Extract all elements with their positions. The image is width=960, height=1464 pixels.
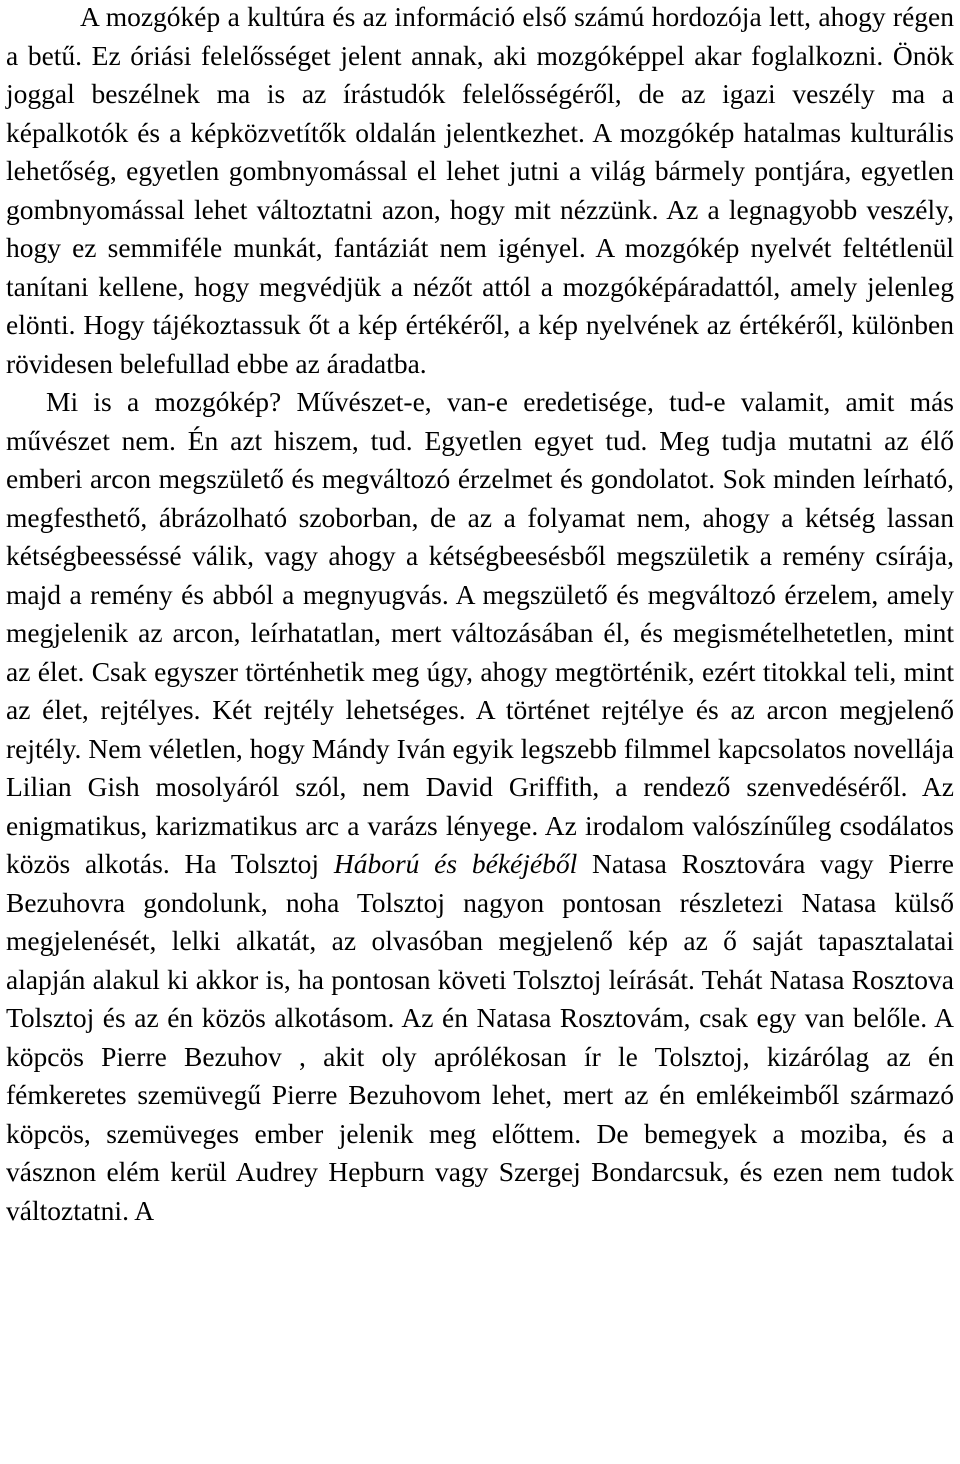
book-title: Háború és békéjéből <box>333 848 578 879</box>
paragraph-what-is-moving-image <box>6 383 954 1230</box>
paragraph-text-part-1: Mi is a mozgókép? Művészet-e, van-e eredetisége, tud-e valamit, amit más művészet nem. Én azt hiszem, tud. Egyetlen egyet tud. Meg tudja mutatni az élő emberi arcon megszülető és megváltozó érzelmet és gondolatot. Sok minden leírható, megfesthető, ábrázolható szoborban, de az a folyamat nem, ahogy a kétség lassan kétségbeesséssé válik, vagy ahogy a kétségbeesésből megszületik a remény csírája, majd a remény és abból a megnyugvás. A megszülető és megváltozó érzelem, amely megjelenik az arcon, leírhatatlan, mert változásában él, és megismételhetetlen, mint az élet. Csak egyszer történhetik meg úgy, ahogy megtörténik, ezért titokkal teli, mint az élet, rejtélyes. Két rejtély lehetséges. A történet rejtélye és az arcon megjelenő rejtély. Nem véletlen, hogy Mándy Iván egyik legszebb filmmel kapcsolatos novellája Lilian Gish mosolyáról szól, nem David Griffith, a rendező szenvedéséről. Az enigmatikus, karizmatikus arc a varázs lényege. Az irodalom valószínűleg csodálatos közös alkotás. Ha Tolsztoj <box>6 386 954 879</box>
paragraph-text-part-2: Natasa Rosztovára vagy Pierre Bezuhovra gondolunk, noha Tolsztoj nagyon pontosan részletezi Natasa külső megjelenését, lelki alkatát, az olvasóban megjelenő kép az ő saját tapasztalatai alapján alakul ki akkor is, ha pontosan követi Tolsztoj leírását. Tehát Natasa Rosztova Tolsztoj és az én közös alkotásom. Az én Natasa Rosztovám, csak egy van belőle. A köpcös Pierre Bezuhov , akit oly aprólékosan ír le Tolsztoj, kizárólag az én fémkeretes szemüvegű Pierre Bezuhovom lehet, mert az én emlékeimből származó köpcös, szemüveges ember jelenik meg előttem. De bemegyek a moziba, és a vásznon elém kerül Audrey Hepburn vagy Szergej Bondarcsuk, és ezen nem tudok változtatni. A <box>6 848 954 1226</box>
paragraph-moving-image-culture: A mozgókép a kultúra és az információ első számú hordozója lett, ahogy régen a betű. Ez óriási felelősséget jelent annak, aki mozgóképpel akar foglalkozni. Önök joggal beszélnek ma is az írástudók felelősségéről, de az igazi veszély ma a képalkotók és a képközvetítők oldalán jelentkezhet. A mozgókép hatalmas kulturális lehetőség, egyetlen gombnyomással el lehet jutni a világ bármely pontjára, egyetlen gombnyomással lehet változtatni azon, hogy mit nézzünk. Az a legnagyobb veszély, hogy ez semmiféle munkát, fantáziát nem igényel. A mozgókép nyelvét feltétlenül tanítani kellene, hogy megvédjük a nézőt attól a mozgóképáradattól, amely jelenleg elönti. Hogy tájékoztassuk őt a kép értékéről, a kép nyelvének az értékéről, különben rövidesen belefullad ebbe az áradatba. <box>6 1 954 379</box>
